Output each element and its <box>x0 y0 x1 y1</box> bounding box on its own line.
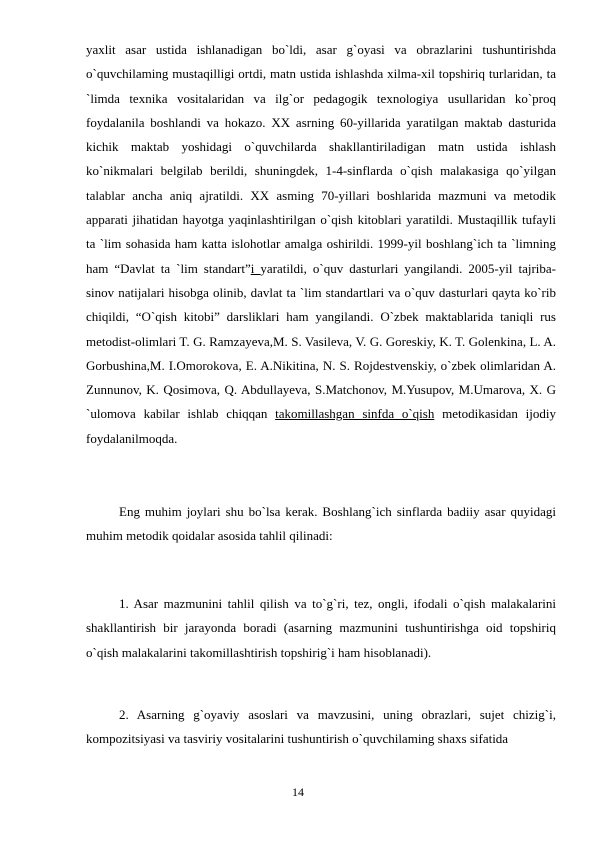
page-number: 14 <box>292 785 304 799</box>
body-paragraph-2: Eng muhim joylari shu bo`lsa kerak. Boshlang`ich sinflarda badiiy asar quyidagi muhim metodik qoidalar asosida tahlil qilinadi: <box>86 504 556 544</box>
paragraph-1-underlined-fragment: i <box>250 260 261 276</box>
body-paragraph-1 <box>86 38 556 451</box>
numbered-paragraph-1: 1. Asar mazmunini tahlil qilish va to`g`ri, tez, ongli, ifodali o`qish malakalarini shakllantirish bir jarayonda boradi (asarning mazmunini tushuntirishga oid topshiriq o`qish malakalarini takomillashtirish topshirig`i ham hisoblanadi). <box>86 596 556 660</box>
numbered-paragraph-2: 2. Asarning g`oyaviy asoslari va mavzusini, uning obrazlari, sujet chizig`i, kompozitsiyasi va tasviriy vositalarini tushuntirish o`quvchilaming shaxs sifatida <box>86 707 556 747</box>
paragraph-1-text-a: yaxlit asar ustida ishlanadigan bo`ldi, asar g`oyasi va obrazlarini tushuntirishda o`quvchilaming mustaqilligi ortdi, matn ustida ishlashda xilma-xil topshiriq turlaridan, ta `limda texnika vositalaridan va ilg`or pedagogik texnologiya usullaridan ko`proq foydalanila boshlandi va hokazo. XX asrning 60-yillarida yaratilgan maktab dasturida kichik maktab yoshidagi o`quvchilarda shakllantiriladigan matn ustida ishlash ko`nikmalari belgilab berildi, shuningdek, 1-4-sinflarda o`qish malakasiga qo`yilgan talablar ancha aniq ajratildi. XX asming 70-yillari boshlarida mazmuni va metodik apparati jihatidan hayotga yaqinlashtirilgan o`qish kitoblari yaratildi. Mustaqillik tufayli ta `lim sohasida ham katta islohotlar amalga oshirildi. 1999-yil boshlang`ich ta `limning ham “Davlat ta `lim standart” <box>86 42 556 276</box>
paragraph-1-text-c: metodikasidan ijodiy foydalanilmoqda. <box>86 406 556 446</box>
paragraph-1-underlined-phrase: takomillashgan sinfda o`qish <box>275 406 435 422</box>
paragraph-1-text-b: yaratildi, o`quv dasturlari yangilandi. 2005-yil tajriba-sinov natijalari hisobga olinib, davlat ta `lim standartlari va o`quv dasturlari qayta ko`rib chiqildi, “O`qish kitobi” darsliklari ham yangilandi. O`zbek maktablarida taniqli rus metodist-olimlari T. G. Ramzayeva,M. S. Vasileva, V. G. Goreskiy, K. T. Golenkina, L. A. Gorbushina,M. I.Omorokova, E. A.Nikitina, N. S. Rojdestvenskiy, o`zbek olimlaridan A. Zunnunov, K. Qosimova, Q. Abdullayeva, S.Matchonov, M.Yusupov, M.Umarova, X. G `ulomova kabilar ishlab chiqqan <box>86 260 556 422</box>
